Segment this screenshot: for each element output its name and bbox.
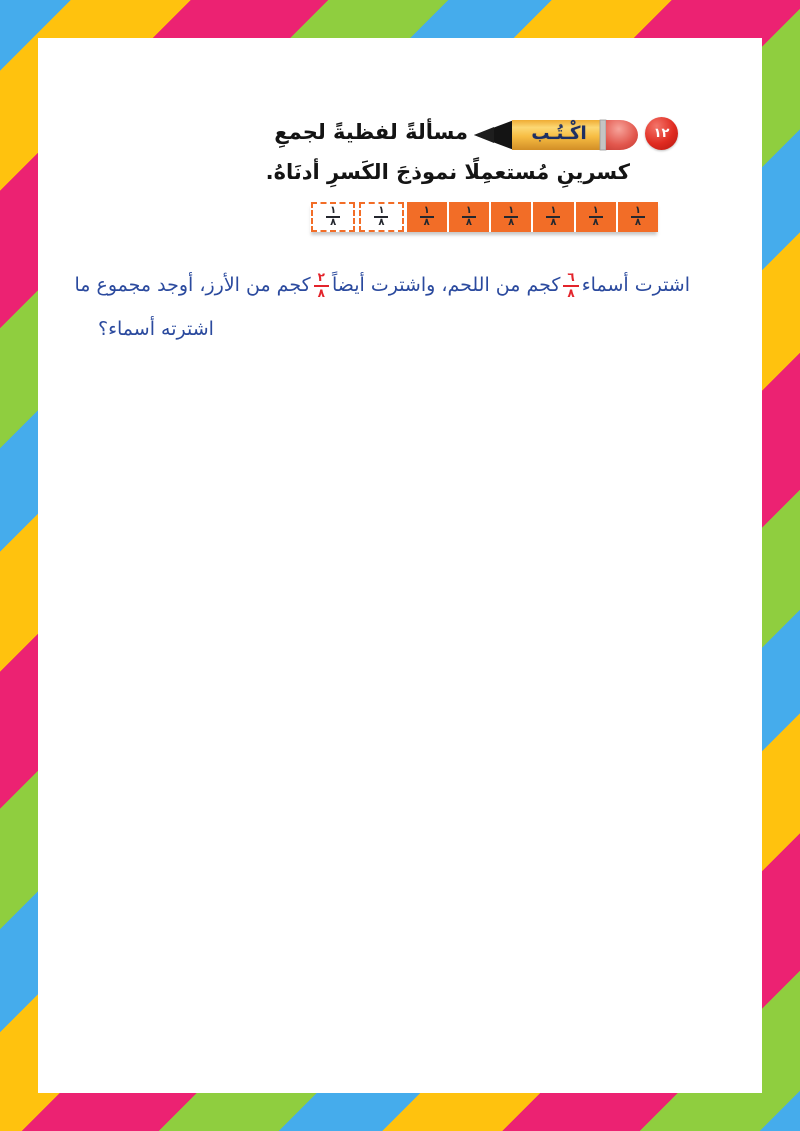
problem-text-segment: كجم من اللحم، واشترت أيضاً [331, 274, 561, 296]
question-number-badge [645, 117, 678, 150]
problem-line-2: اشترته أسماء؟ [98, 318, 214, 340]
prompt-line-2: كسرينِ مُستعمِلًا نموذجَ الكَسرِ أدنَاهُ. [265, 160, 630, 184]
fraction-cell-shaded: $\frac{١}{٨}$ [449, 202, 489, 232]
fraction-cell-empty: $\frac{١}{٨}$ [359, 202, 403, 232]
prompt-line-1: مسألةً لفظيةً لجمعِ [274, 120, 468, 144]
fraction-six-eighths: $\frac{٦}{٨}$ [563, 271, 578, 299]
fraction-cell-shaded: $\frac{١}{٨}$ [407, 202, 447, 232]
fraction-cell-shaded: $\frac{١}{٨}$ [533, 202, 573, 232]
question-number: ١٢ [653, 126, 670, 141]
pencil-icon [472, 115, 642, 155]
fraction-two-eighths: $\frac{٢}{٨}$ [314, 271, 329, 299]
fraction-cell-shaded: $\frac{١}{٨}$ [618, 202, 658, 232]
problem-line-1 [74, 260, 690, 310]
content-panel [38, 38, 762, 1093]
pencil-write-label: اكْـتُـب [531, 123, 587, 144]
problem-text-segment: كجم من الأرز، أوجد مجموع ما [74, 274, 311, 296]
fraction-cell-shaded: $\frac{١}{٨}$ [576, 202, 616, 232]
fraction-cell-empty: $\frac{١}{٨}$ [311, 202, 355, 232]
problem-text-segment: اشترت أسماء [581, 274, 690, 296]
fraction-cell-shaded: $\frac{١}{٨}$ [491, 202, 531, 232]
fraction-model-bar [310, 202, 658, 232]
